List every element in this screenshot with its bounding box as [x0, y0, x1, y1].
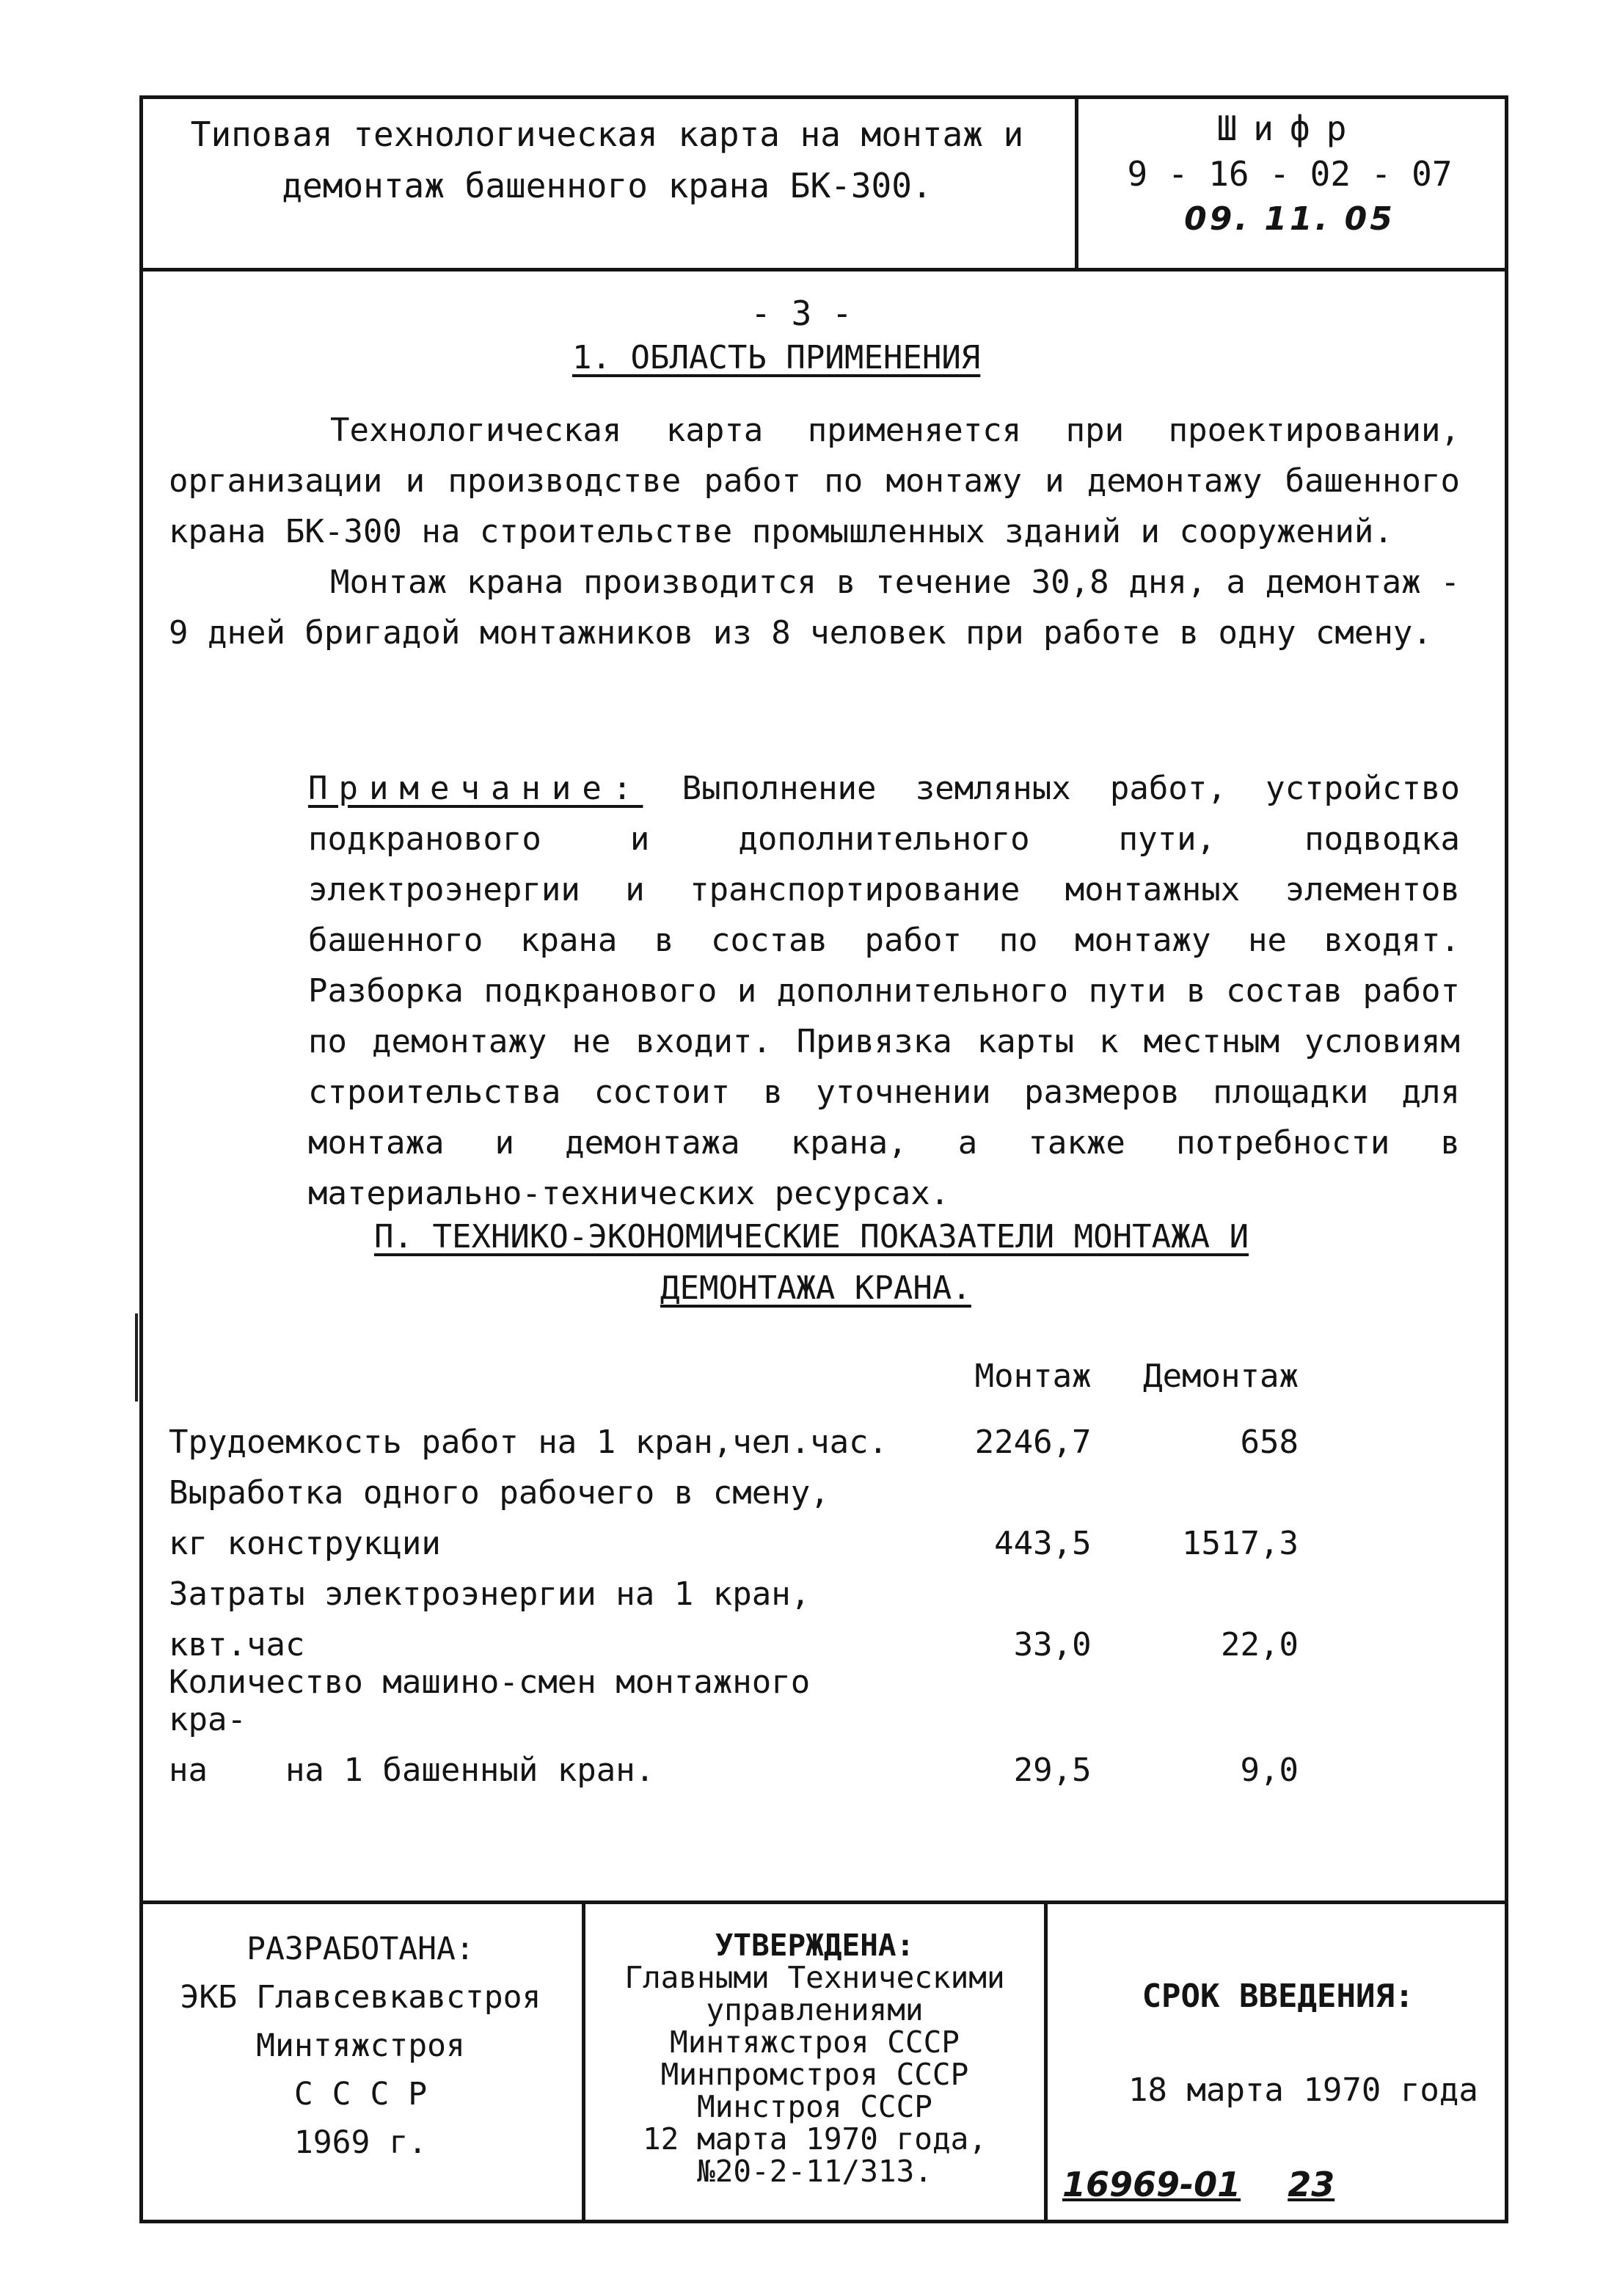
table-row [169, 1562, 1343, 1613]
paragraph-1: Технологическая карта применяется при проектировании, организации и производстве работ по монтажу и демонтажу башенного крана БК-300 на строительстве промышленных зданий и сооружений. [169, 412, 1460, 550]
table-row [169, 1461, 1343, 1512]
effective-date: 18 марта 1970 года [1128, 2071, 1478, 2109]
code-value: 9 - 16 - 02 - 07 [1127, 154, 1453, 194]
note-block [308, 763, 1460, 1219]
developed-org-1: ЭКБ Главсевкавстроя [180, 1979, 541, 2016]
approved-date: 12 марта 1970 года, [643, 2121, 987, 2157]
code-label: Шифр [1216, 109, 1363, 148]
section-2-title-text-1: П. ТЕХНИКО-ЭКОНОМИЧЕСКИЕ ПОКАЗАТЕЛИ МОНТАЖА И [374, 1218, 1249, 1255]
table-row [169, 1663, 1343, 1738]
registration-page: 23 [1288, 2165, 1335, 2204]
row-install: 2246,7 [974, 1424, 1092, 1461]
table-header-blank [169, 1350, 898, 1402]
table-row [169, 1402, 1343, 1461]
effective-label: СРОК ВВЕДЕНИЯ: [1142, 1978, 1414, 2015]
section-1-body [169, 405, 1460, 658]
approved-label: УТВЕРЖДЕНА: [715, 1928, 915, 1963]
row-name: Затраты электроэнергии на 1 кран, [169, 1575, 811, 1613]
approved-line-2: управлениями [706, 1992, 924, 2027]
margin-mark [135, 1313, 138, 1402]
row-name: кг конструкции [169, 1525, 441, 1562]
row-dismantle [1106, 1461, 1343, 1512]
title-line-1: Типовая технологическая карта на монтаж и [190, 114, 1024, 154]
developed-year: 1969 г. [293, 2124, 428, 2161]
col-header-dismantle: Демонтаж [1143, 1357, 1299, 1395]
row-name: Количество машино-смен монтажного кра- [169, 1663, 811, 1738]
table-row [169, 1738, 1343, 1789]
section-2-title-line-2 [660, 1269, 971, 1307]
row-name: квт.час [169, 1626, 305, 1663]
developed-org-3: С С С Р [293, 2076, 428, 2113]
page-number: - 3 - [751, 294, 852, 333]
row-name: Выработка одного рабочего в смену, [169, 1474, 830, 1512]
row-install [898, 1663, 1106, 1738]
document-title [139, 95, 1078, 268]
title-line-2: демонтаж башенного крана БК-300. [282, 166, 932, 205]
row-install: 29,5 [1013, 1752, 1092, 1789]
section-1-title: 1. ОБЛАСТЬ ПРИМЕНЕНИЯ [572, 339, 981, 376]
row-dismantle [1106, 1663, 1343, 1738]
section-2-title-line-1 [374, 1218, 1249, 1255]
developed-org-2: Минтяжстроя [256, 2027, 465, 2064]
approved-number: №20-2-11/313. [697, 2154, 932, 2189]
title-block [139, 95, 1508, 271]
table-header-row [169, 1350, 1343, 1402]
col-header-install: Монтаж [974, 1357, 1092, 1395]
registration-code: 16969-01 [1062, 2165, 1241, 2204]
registration-number [1062, 2165, 1334, 2204]
row-dismantle: 1517,3 [1182, 1525, 1299, 1562]
row-name: на на 1 башенный кран. [169, 1752, 655, 1789]
code-block [1078, 95, 1501, 278]
table-row [169, 1512, 1343, 1562]
footer-block [139, 1900, 1508, 2223]
row-install: 33,0 [1013, 1626, 1092, 1663]
row-dismantle: 9,0 [1240, 1752, 1299, 1789]
approved-line-3: Минтяжстроя СССР [670, 2025, 960, 2060]
approved-line-4: Минпромстроя СССР [660, 2057, 969, 2092]
indicators-table [169, 1350, 1343, 1789]
row-dismantle [1106, 1562, 1343, 1613]
approved-by [585, 1904, 1048, 2223]
section-2-title-text-2: ДЕМОНТАЖА КРАНА. [660, 1269, 971, 1307]
code-date: 09. 11. 05 [1184, 200, 1395, 238]
developed-label: РАЗРАБОТАНА: [247, 1931, 475, 1967]
table-row [169, 1613, 1343, 1663]
row-install [898, 1562, 1106, 1613]
approved-line-5: Минстроя СССР [697, 2089, 932, 2124]
approved-line-1: Главными Техническими [624, 1960, 1005, 1995]
row-install: 443,5 [994, 1525, 1092, 1562]
row-install [898, 1461, 1106, 1512]
developed-by [139, 1904, 585, 2223]
row-dismantle: 658 [1240, 1424, 1299, 1461]
effective-date-block [1048, 1904, 1508, 2223]
note-label: Примечание: [308, 770, 643, 807]
row-name: Трудоемкость работ на 1 кран,чел.час. [169, 1424, 888, 1461]
note-text: Выполнение земляных работ, устройство подкранового и дополнительного пути, подводка электроэнергии и транспортирование монтажных элементов башенного крана в состав работ по монтажу не входят. Разборка подкранового и дополнительного пути в состав работ по демонтажу не входит. Привязка карты к местным условиям строительства состоит в уточнении размеров площадки для монтажа и демонтажа крана, а также потребности в материально-технических ресурсах. [308, 770, 1460, 1212]
paragraph-2: Монтаж крана производится в течение 30,8 дня, а демонтаж - 9 дней бригадой монтажников из 8 человек при работе в одну смену. [169, 564, 1460, 652]
row-dismantle: 22,0 [1221, 1626, 1299, 1663]
